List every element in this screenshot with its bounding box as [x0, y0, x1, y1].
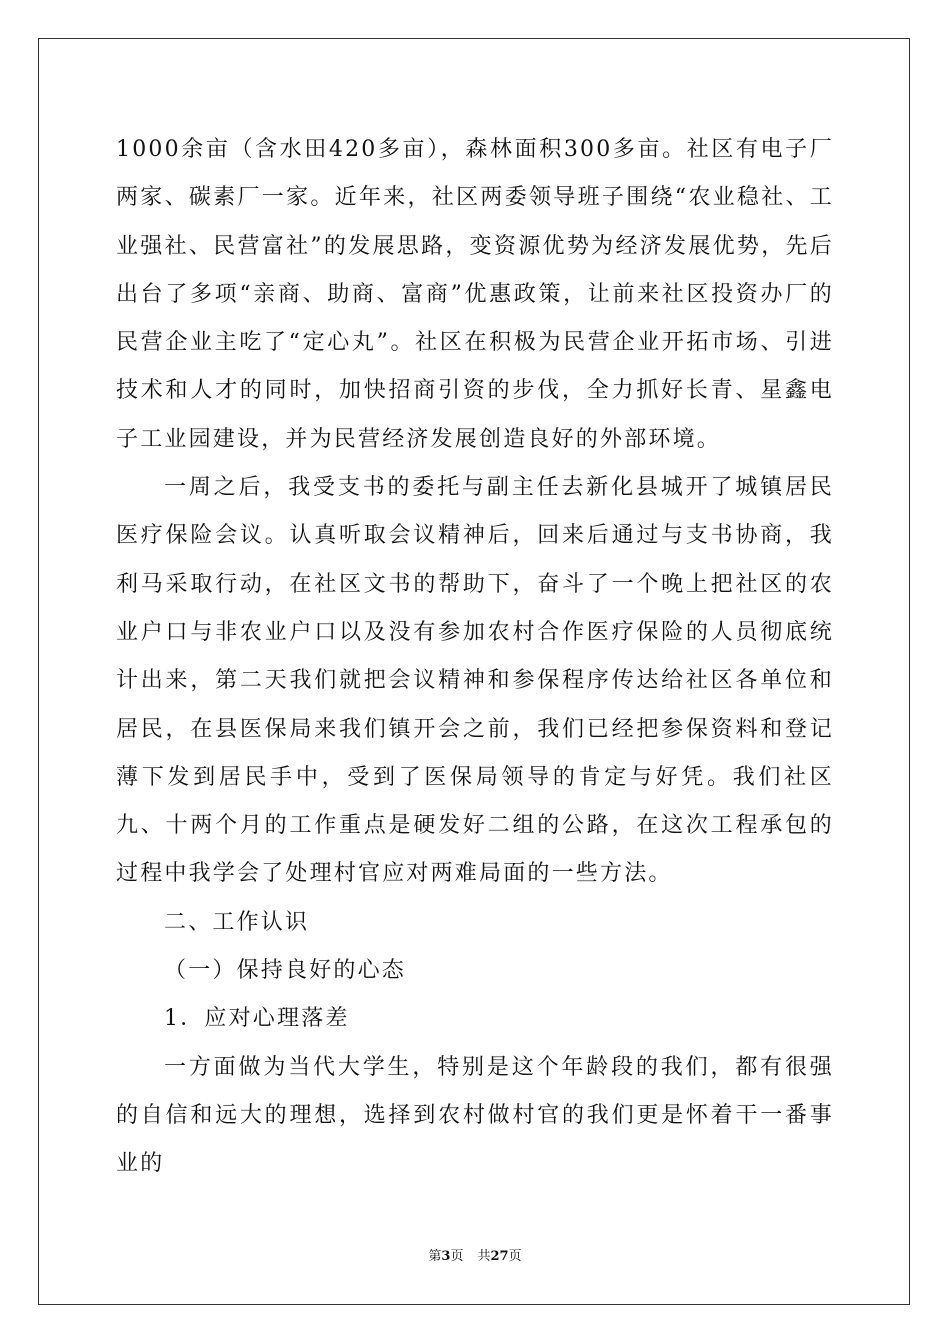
page-footer	[0, 1245, 950, 1264]
paragraph: 一周之后，我受支书的委托与副主任去新化县城开了城镇居民医疗保险会议。认真听取会议精神后，回来后通过与支书协商，我利马采取行动，在社区文书的帮助下，奋斗了一个晚上把社区的农业户口与非农业户口以及没有参加农村合作医疗保险的人员彻底统计出来，第二天我们就把会议精神和参保程序传达给社区各单位和居民，在县医保局来我们镇开会之前，我们已经把参保资料和登记薄下发到居民手中，受到了医保局领导的肯定与好凭。我们社区九、十两个月的工作重点是硬发好二组的公路，在这次工程承包的过程中我学会了处理村官应对两难局面的一些方法。	[116, 475, 834, 887]
paragraph: 1000余亩（含水田420多亩），森林面积300多亩。社区有电子厂两家、碳素厂一家。近年来，社区两委领导班子围绕“农业稳社、工业强社、民营富社”的发展思路，变资源优势为经济发展优势，先后出台了多项“亲商、助商、富商”优惠政策，让前来社区投资办厂的民营企业主吃了“定心丸”。社区在积极为民营企业开拓市场、引进技术和人才的同时，加快招商引资的步伐，全力抓好长青、星鑫电子工业园建设，并为民营经济发展创造良好的外部环境。	[116, 137, 834, 452]
paragraph: 一方面做为当代大学生，特别是这个年龄段的我们，都有很强的自信和远大的理想，选择到农村做村官的我们更是怀着干一番事业的	[116, 1054, 834, 1177]
page-prefix: 第	[428, 1249, 442, 1264]
subsection-heading: （一）保持良好的心态	[164, 958, 407, 984]
page-number: 3	[441, 1249, 451, 1264]
total-prefix: 共	[477, 1249, 491, 1264]
total-unit: 页	[508, 1249, 522, 1264]
page-total: 27	[490, 1249, 509, 1264]
document-body	[116, 126, 834, 1189]
section-heading: 二、工作认识	[164, 909, 310, 935]
page-unit: 页	[450, 1249, 464, 1264]
item-heading: 1．应对心理落差	[164, 1006, 350, 1032]
